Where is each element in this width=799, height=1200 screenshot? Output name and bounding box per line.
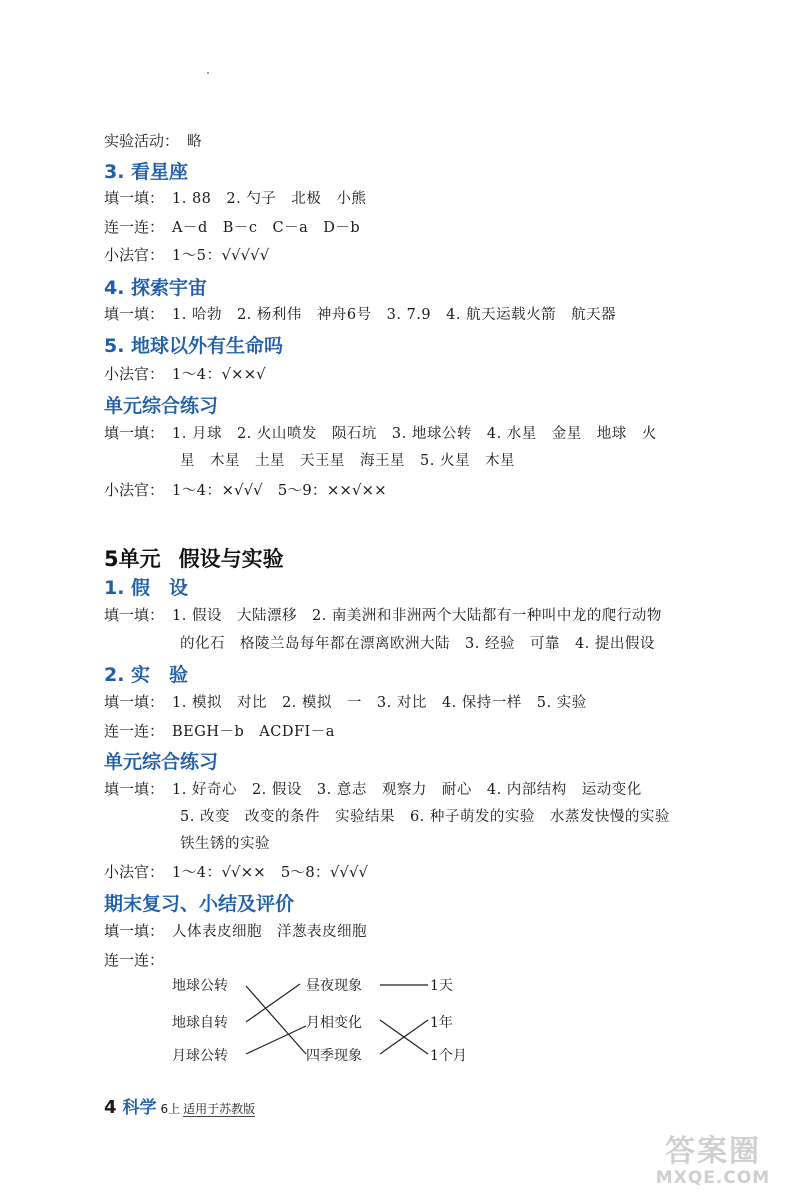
judge-label: 小法官： (104, 247, 165, 264)
judge-marks-2: √√√√ (329, 863, 369, 881)
watermark-line-1: 答案圈 (665, 1134, 761, 1169)
judge-prefix-1: 1～4： (172, 483, 222, 499)
right-node-1: 1天 (430, 978, 453, 994)
fill-answer-line-1: 1. 好奇心 2. 假设 3. 意志 观察力 耐心 4. 内部结构 运动变化 (172, 782, 642, 798)
middle-node-1: 昼夜现象 (306, 978, 362, 994)
judge-marks-1: √√×× (221, 863, 266, 881)
fill-label: 填一填： (104, 923, 165, 940)
link-label: 连一连： (104, 723, 165, 740)
lesson-5-heading: 5. 地球以外有生命吗 (104, 335, 284, 357)
grade-label: 6上 (160, 1102, 181, 1116)
left-node-1: 地球公转 (172, 978, 228, 994)
fill-answer-line-2: 星 木星 土星 天王星 海王星 5. 火星 木星 (180, 453, 515, 469)
fill-label: 填一填： (104, 306, 165, 323)
left-node-3: 月球公转 (172, 1048, 228, 1064)
unit-5-lesson-2-heading: 2. 实 验 (104, 664, 189, 686)
link-line-moon-phases (246, 1026, 306, 1054)
fill-answer: 1. 88 2. 勺子 北极 小熊 (172, 191, 367, 207)
unit-4-review-heading: 单元综合练习 (104, 395, 219, 417)
judge-prefix-2: 5～9： (277, 481, 327, 499)
fill-answer: 1. 哈勃 2. 杨利伟 神舟6号 3. 7.9 4. 航天运载火箭 航天器 (172, 307, 617, 323)
judge-marks-1: ×√√√ (221, 481, 263, 499)
fill-answer-line-2: 的化石 格陵兰岛每年都在漂离欧洲大陆 3. 经验 可靠 4. 提出假设 (180, 636, 655, 652)
experiment-text: 略 (187, 134, 203, 150)
judge-marks-2: ××√×× (326, 481, 387, 499)
fill-label: 填一填： (104, 781, 165, 798)
fill-answer-line-1: 1. 月球 2. 火山喷发 陨石坑 3. 地球公转 4. 水星 金星 地球 火 (172, 426, 657, 442)
fill-answer: 1. 模拟 对比 2. 模拟 一 3. 对比 4. 保持一样 5. 实验 (172, 695, 587, 711)
unit-5-number: 5单元 (104, 547, 161, 571)
judge-marks: √√√√√ (221, 246, 270, 264)
link-label: 连一连： (104, 952, 165, 969)
judge-label: 小法官： (104, 482, 165, 499)
judge-label: 小法官： (104, 864, 165, 881)
lesson-4-heading: 4. 探索宇宙 (104, 277, 208, 299)
judge-prefix: 1～5： (172, 248, 222, 264)
final-review-heading: 期末复习、小结及评价 (104, 893, 295, 915)
edition-label: 适用于苏教版 (183, 1102, 256, 1116)
right-node-3: 1个月 (430, 1048, 467, 1064)
unit-5-name: 假设与实验 (178, 547, 284, 571)
judge-prefix: 1～4： (172, 367, 222, 383)
right-node-2: 1年 (430, 1015, 453, 1031)
fill-label: 填一填： (104, 425, 165, 442)
judge-prefix-1: 1～4： (172, 865, 222, 881)
watermark-line-2: MXQE.COM (655, 1168, 771, 1188)
fill-answer-line-1: 1. 假设 大陆漂移 2. 南美洲和非洲两个大陆都有一种叫中龙的爬行动物 (172, 608, 662, 624)
fill-label: 填一填： (104, 694, 165, 711)
fill-answer-line-3: 铁生锈的实验 (180, 836, 270, 852)
judge-marks: √××√ (221, 365, 266, 383)
link-label: 连一连： (104, 219, 165, 236)
fill-label: 填一填： (104, 190, 165, 207)
watermark (635, 1136, 791, 1192)
subject-name: 科学 (122, 1098, 157, 1118)
page-footer (104, 1093, 255, 1118)
link-answer: BEGH－b ACDFI－a (172, 724, 335, 740)
fill-answer: 人体表皮细胞 洋葱表皮细胞 (172, 924, 368, 940)
fill-answer-line-2: 5. 改变 改变的条件 实验结果 6. 种子萌发的实验 水蒸发快慢的实验 (180, 809, 670, 825)
middle-node-3: 四季现象 (306, 1048, 362, 1064)
unit-5-review-heading: 单元综合练习 (104, 751, 219, 773)
judge-prefix-2: 5～8： (280, 863, 330, 881)
unit-5-lesson-1-heading: 1. 假 设 (104, 577, 189, 599)
middle-node-2: 月相变化 (306, 1015, 362, 1031)
lesson-3-heading: 3. 看星座 (104, 161, 189, 183)
fill-label: 填一填： (104, 607, 165, 624)
page-number: 4 (104, 1097, 117, 1118)
judge-label: 小法官： (104, 366, 165, 383)
experiment-label: 实验活动： (104, 133, 180, 150)
link-line-revolution-seasons (246, 986, 306, 1054)
link-answer: A－d B－c C－a D－b (172, 220, 361, 236)
left-node-2: 地球自转 (172, 1015, 228, 1031)
